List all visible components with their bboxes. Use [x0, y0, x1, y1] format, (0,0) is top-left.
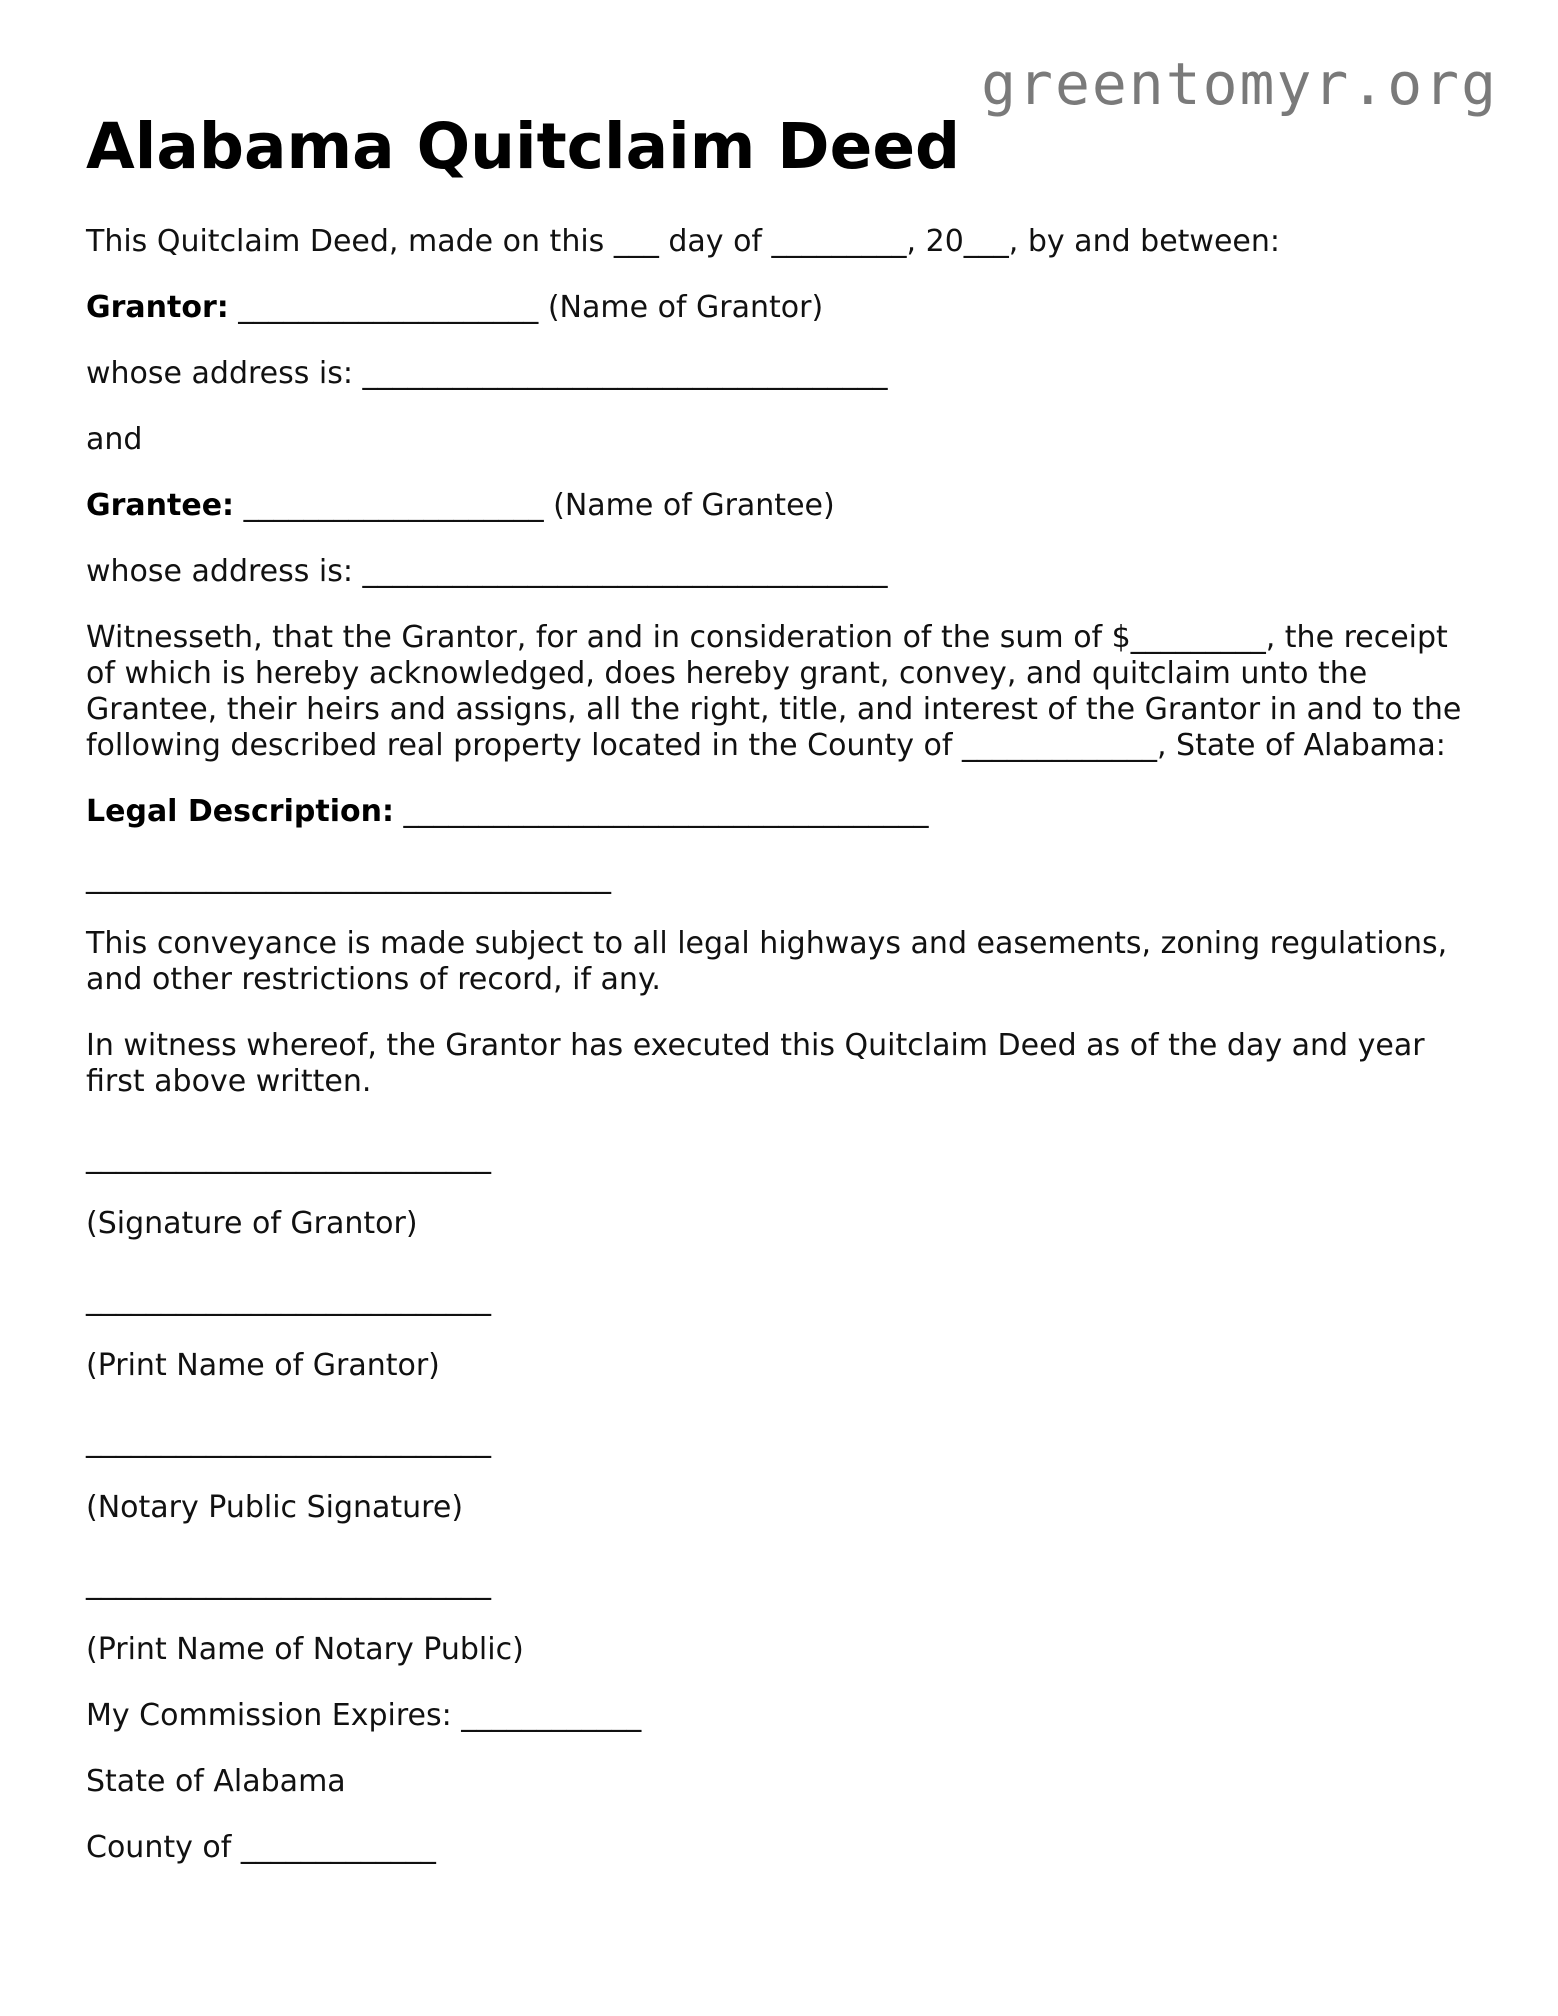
grantor-print-name-line[interactable]: ___________________________	[86, 1282, 491, 1317]
grantor-print-name-caption: (Print Name of Grantor)	[86, 1348, 440, 1383]
notary-print-name-line[interactable]: ___________________________	[86, 1566, 491, 1601]
legal-description-field[interactable]: ___________________________________	[393, 794, 929, 829]
grantor-name-field[interactable]: ____________________ (Name of Grantor)	[228, 290, 824, 325]
legal-description-line	[86, 794, 1476, 830]
intro-paragraph: This Quitclaim Deed, made on this ___ day of _________, 20___, by and between:	[86, 224, 1280, 259]
grantee-address-line[interactable]: whose address is: ___________________________________	[86, 554, 888, 589]
grantor-line	[86, 290, 1476, 326]
state-line: State of Alabama	[86, 1764, 346, 1799]
notary-signature-caption: (Notary Public Signature)	[86, 1490, 464, 1525]
document-page	[86, 108, 1476, 1896]
county-line[interactable]: County of _____________	[86, 1830, 436, 1865]
grantee-line	[86, 488, 1476, 524]
witnesseth-paragraph: Witnesseth, that the Grantor, for and in consideration of the sum of $_________, the receipt of which is hereby acknowledged, does hereby grant, convey, and quitclaim unto the Grantee, their heirs and assigns, all the right, title, and interest of the Grantor in and to the following described real property located in the County of _____________, State of Alabama:	[86, 620, 1471, 763]
watermark: greentomyr.org	[981, 50, 1498, 118]
notary-signature-line[interactable]: ___________________________	[86, 1424, 491, 1459]
and-text: and	[86, 422, 143, 457]
legal-description-label: Legal Description:	[86, 794, 394, 829]
grantor-signature-line[interactable]: ___________________________	[86, 1140, 491, 1175]
grantee-label: Grantee:	[86, 488, 235, 523]
commission-expires-line[interactable]: My Commission Expires: ____________	[86, 1698, 642, 1733]
grantor-label: Grantor:	[86, 290, 229, 325]
grantee-name-field[interactable]: ____________________ (Name of Grantee)	[234, 488, 835, 523]
legal-description-continuation[interactable]: ___________________________________	[86, 860, 611, 895]
notary-print-name-caption: (Print Name of Notary Public)	[86, 1632, 524, 1667]
conveyance-paragraph: This conveyance is made subject to all legal highways and easements, zoning regulations, and other restrictions of record, if any.	[86, 926, 1457, 997]
grantor-address-line[interactable]: whose address is: ___________________________________	[86, 356, 888, 391]
page-title: Alabama Quitclaim Deed	[86, 110, 961, 183]
in-witness-paragraph: In witness whereof, the Grantor has executed this Quitclaim Deed as of the day and year first above written.	[86, 1028, 1435, 1099]
grantor-signature-caption: (Signature of Grantor)	[86, 1206, 418, 1241]
